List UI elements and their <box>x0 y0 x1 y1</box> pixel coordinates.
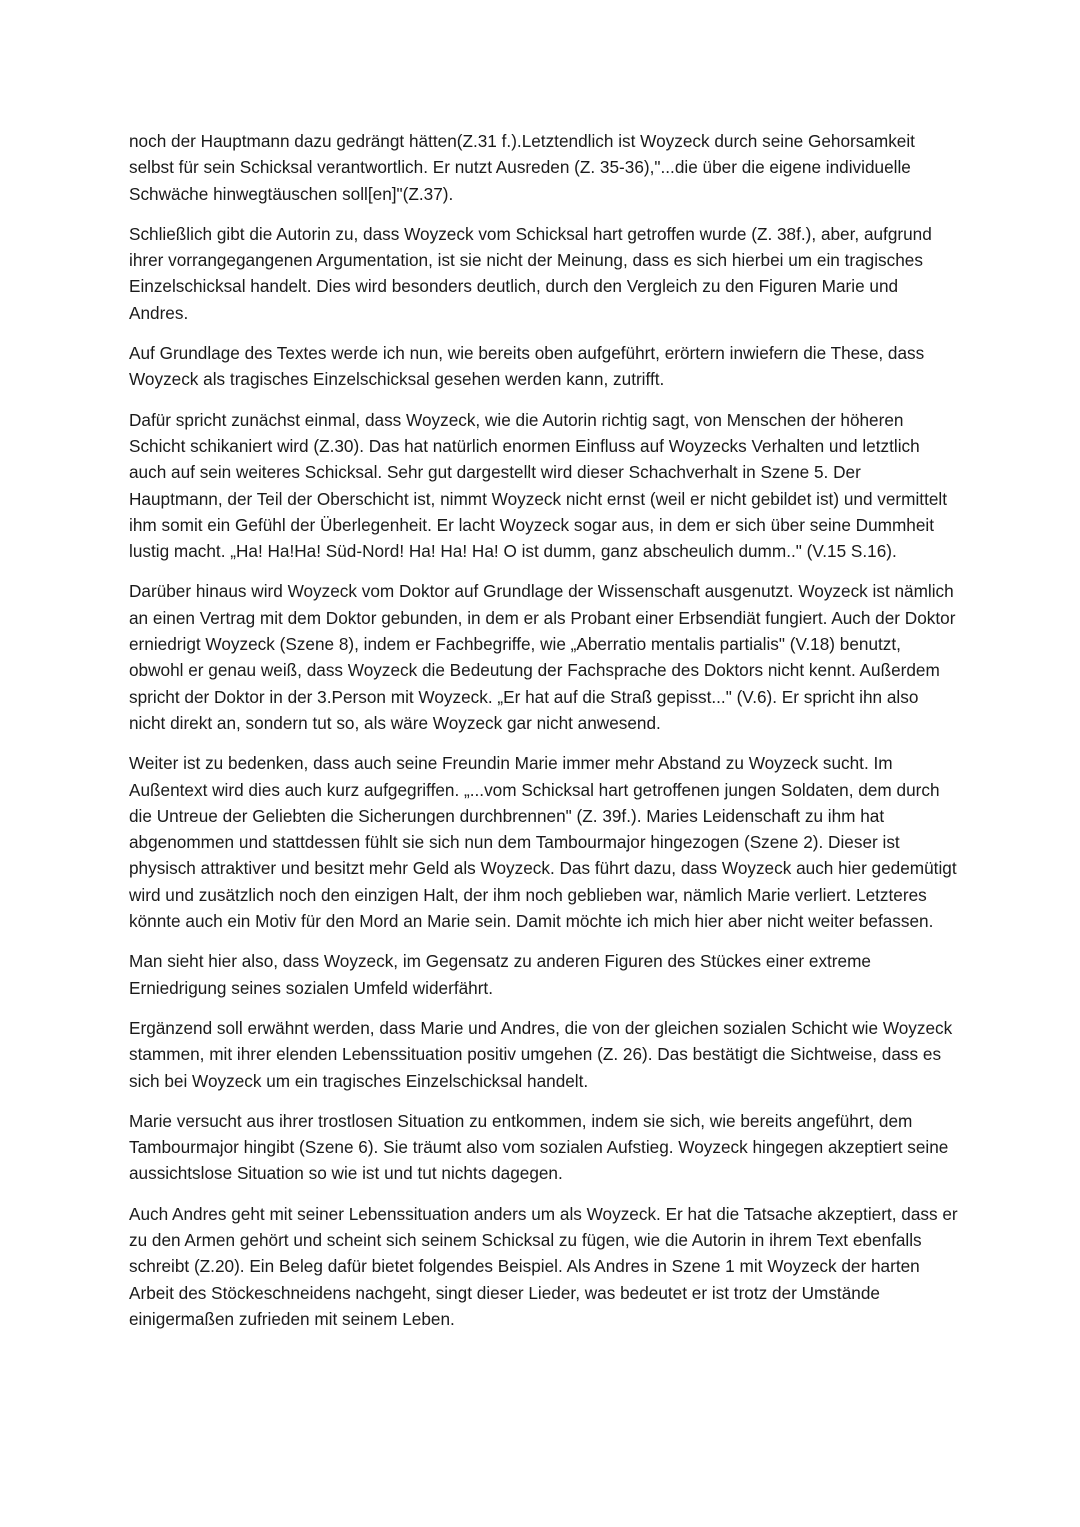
paragraph-5: Darüber hinaus wird Woyzeck vom Doktor auf Grundlage der Wissenschaft ausgenutzt. Woyzeck ist nämlich an einen Vertrag mit dem Doktor gebunden, in dem er als Probant einer Erbsendiät fungiert. Auch der Doktor erniedrigt Woyzeck (Szene 8), indem er Fachbegriffe, wie „Aberratio mentalis partialis" (V.18) benutzt, obwohl er genau weiß, dass Woyzeck die Bedeutung der Fachsprache des Doktors nicht kennt. Außerdem spricht der Doktor in der 3.Person mit Woyzeck. „Er hat auf die Straß gepisst..." (V.6). Er spricht ihn also nicht direkt an, sondern tut so, als wäre Woyzeck gar nicht anwesend. <box>129 581 956 733</box>
paragraph-8: Ergänzend soll erwähnt werden, dass Marie und Andres, die von der gleichen sozialen Schicht wie Woyzeck stammen, mit ihrer elenden Lebenssituation positiv umgehen (Z. 26). Das bestätigt die Sichtweise, dass es sich bei Woyzeck um ein tragisches Einzelschicksal handelt. <box>129 1017 953 1091</box>
paragraph-10: Auch Andres geht mit seiner Lebenssituation anders um als Woyzeck. Er hat die Tatsache akzeptiert, dass er zu den Armen gehört und scheint sich seinem Schicksal zu fügen, wie die Autorin in ihrem Text ebenfalls schreibt (Z.20). Ein Beleg dafür bietet folgendes Beispiel. Als Andres in Szene 1 mit Woyzeck der harten Arbeit des Stöckeschneidens nachgeht, singt dieser Lieder, was bedeutet er ist trotz der Umstände einigermaßen zufrieden mit seinem Leben. <box>129 1203 958 1329</box>
paragraph-3: Auf Grundlage des Textes werde ich nun, wie bereits oben aufgeführt, erörtern inwiefern die These, dass Woyzeck als tragisches Einzelschicksal gesehen werden kann, zutrifft. <box>129 343 925 390</box>
paragraph-1: noch der Hauptmann dazu gedrängt hätten(Z.31 f.).Letztendlich ist Woyzeck durch seine Gehorsamkeit selbst für sein Schicksal verantwortlich. Er nutzt Ausreden (Z. 35-36),"...die über die eigene individuelle Schwäche hinwegtäuschen soll[en]"(Z.37). <box>129 131 915 204</box>
document-page <box>129 128 959 1346</box>
paragraph-2: Schließlich gibt die Autorin zu, dass Woyzeck vom Schicksal hart getroffen wurde (Z. 38f.), aber, aufgrund ihrer vorrangegangenen Argumentation, ist sie nicht der Meinung, dass es sich hierbei um ein tragisches Einzelschicksal handelt. Dies wird besonders deutlich, durch den Vergleich zu den Figuren Marie und Andres. <box>129 223 932 323</box>
paragraph-6: Weiter ist zu bedenken, dass auch seine Freundin Marie immer mehr Abstand zu Woyzeck sucht. Im Außentext wird dies auch kurz aufgegriffen. „...vom Schicksal hart getroffenen jungen Soldaten, dem durch die Untreue der Geliebten die Sicherungen durchbrennen" (Z. 39f.). Maries Leidenschaft zu ihm hat abgenommen und stattdessen fühlt sie sich nun dem Tambourmajor hingezogen (Szene 2). Dieser ist physisch attraktiver und besitzt mehr Geld als Woyzeck. Das führt dazu, dass Woyzeck auch hier gedemütigt wird und zusätzlich noch den einzigen Halt, der ihm noch geblieben war, nämlich Marie verliert. Letzteres könnte auch ein Motiv für den Mord an Marie sein. Damit möchte ich mich hier aber nicht weiter befassen. <box>129 753 957 932</box>
paragraph-7: Man sieht hier also, dass Woyzeck, im Gegensatz zu anderen Figuren des Stückes einer extreme Erniedrigung seines sozialen Umfeld widerfährt. <box>129 951 871 998</box>
paragraph-4: Dafür spricht zunächst einmal, dass Woyzeck, wie die Autorin richtig sagt, von Menschen der höheren Schicht schikaniert wird (Z.30). Das hat natürlich enormen Einfluss auf Woyzecks Verhalten und letztlich auch auf sein weiteres Schicksal. Sehr gut dargestellt wird dieser Schachverhalt in Szene 5. Der Hauptmann, der Teil der Oberschicht ist, nimmt Woyzeck nicht ernst (weil er nicht gebildet ist) und vermittelt ihm somit ein Gefühl der Überlegenheit. Er lacht Woyzeck sogar aus, in dem er sich über seine Dummheit lustig macht. „Ha! Ha!Ha! Süd-Nord! Ha! Ha! Ha! O ist dumm, ganz abscheulich dumm.." (V.15 S.16). <box>129 409 947 562</box>
paragraph-9: Marie versucht aus ihrer trostlosen Situation zu entkommen, indem sie sich, wie bereits angeführt, dem Tambourmajor hingibt (Szene 6). Sie träumt also vom sozialen Aufstieg. Woyzeck hingegen akzeptiert seine aussichtslose Situation so wie ist und tut nichts dagegen. <box>129 1110 949 1184</box>
